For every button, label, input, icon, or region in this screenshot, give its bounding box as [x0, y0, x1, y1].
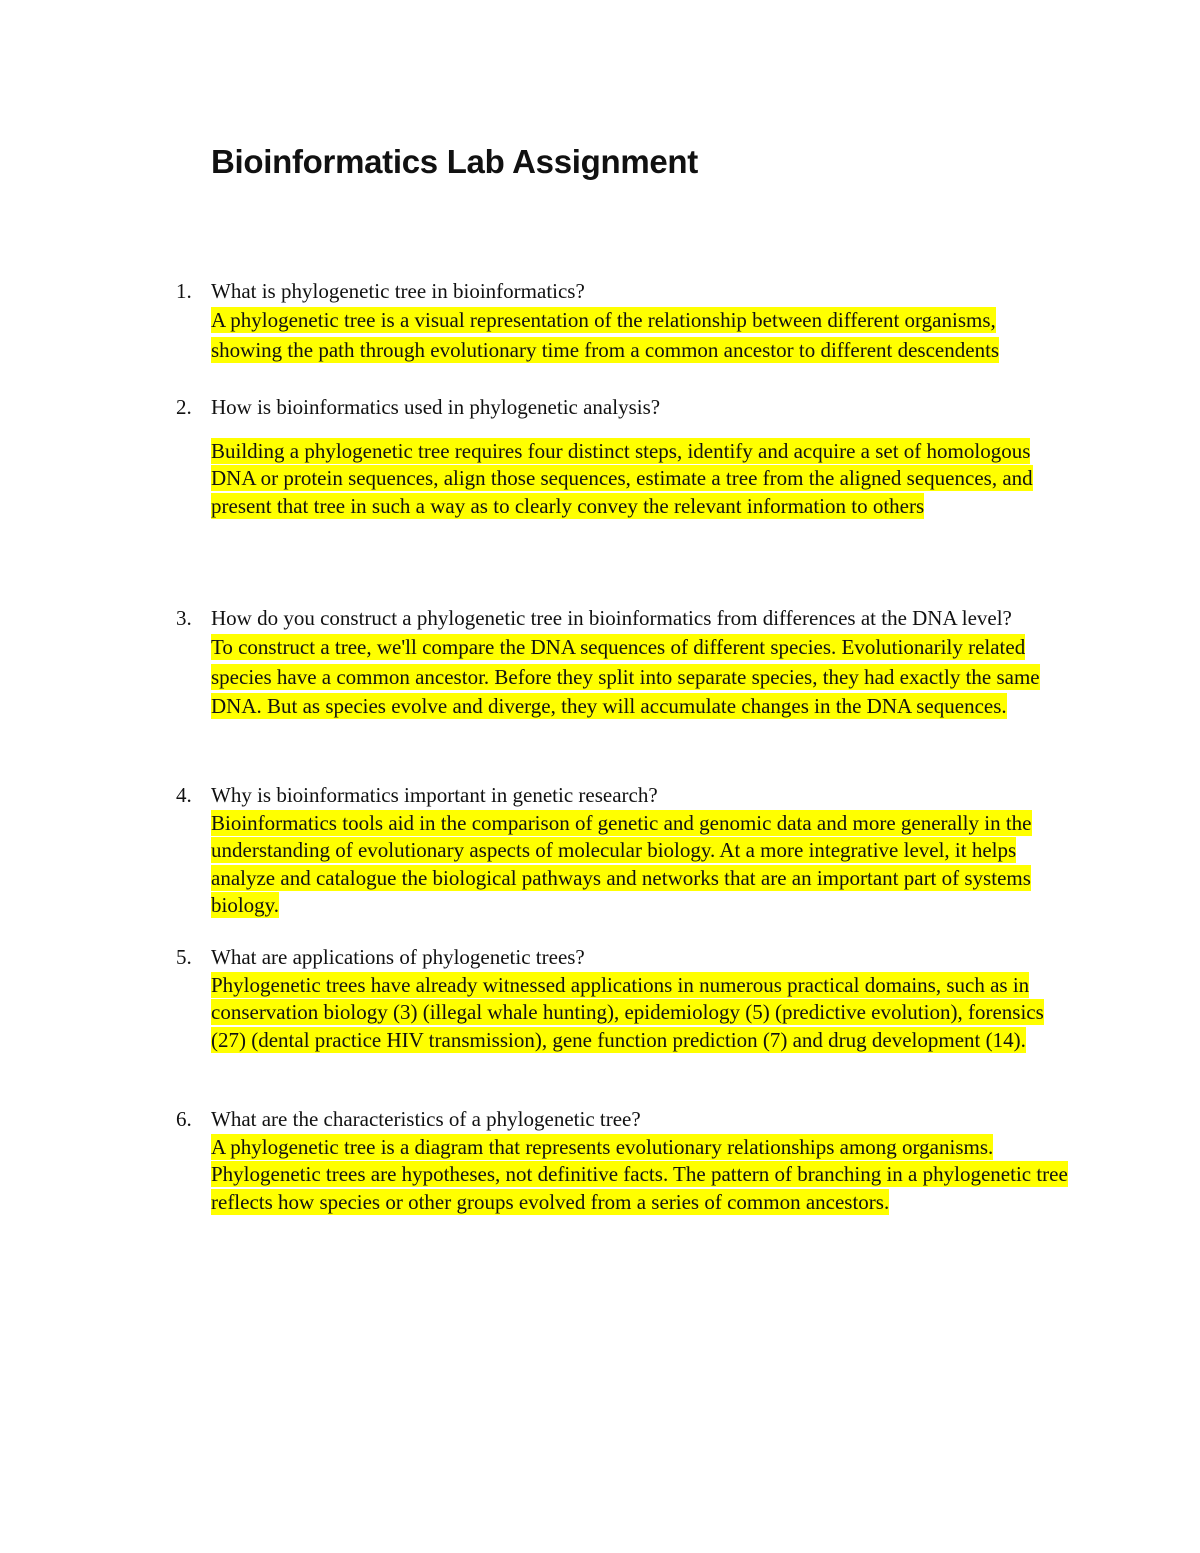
qa-item-2	[0, 393, 1200, 520]
question-number: 2.	[176, 395, 192, 419]
answer-text: A phylogenetic tree is a diagram that represents evolutionary relationships among organisms. Phylogenetic trees are hypotheses, not definitive facts. The pattern of branching in a phylogenetic tree reflects how species or other groups evolved from a series of common ancestors.	[211, 1135, 1068, 1214]
answer-block	[211, 810, 1071, 919]
question-row	[0, 277, 1200, 306]
question-number: 6.	[176, 1107, 192, 1131]
qa-item-6	[0, 1105, 1200, 1216]
answer-text: A phylogenetic tree is a visual representation of the relationship between different organisms, showing the path through evolutionary time from a common ancestor to different descendents	[211, 308, 1000, 362]
question-text: How is bioinformatics used in phylogenetic analysis?	[211, 395, 661, 419]
answer-block	[211, 1134, 1071, 1216]
question-number: 3.	[176, 606, 192, 630]
document-title: Bioinformatics Lab Assignment	[211, 143, 698, 180]
question-number: 1.	[176, 279, 192, 303]
question-row	[0, 604, 1200, 633]
answer-block	[211, 306, 1071, 365]
question-text: How do you construct a phylogenetic tree in bioinformatics from differences at the DNA level?	[211, 606, 1012, 630]
question-text: What is phylogenetic tree in bioinformatics?	[211, 279, 585, 303]
question-row	[0, 1105, 1200, 1134]
question-row	[0, 781, 1200, 810]
question-number: 4.	[176, 783, 192, 807]
question-text: What are applications of phylogenetic trees?	[211, 945, 585, 969]
answer-text: To construct a tree, we'll compare the DNA sequences of different species. Evolutionarily related species have a common ancestor. Before they split into separate species, they had exactly the same DNA. But as species evolve and diverge, they will accumulate changes in the DNA sequences.	[211, 635, 1040, 718]
answer-block	[211, 438, 1071, 520]
question-text: Why is bioinformatics important in genetic research?	[211, 783, 658, 807]
question-row	[0, 393, 1200, 422]
answer-block	[211, 633, 1071, 722]
qa-item-5	[0, 943, 1200, 1054]
qa-item-1	[0, 277, 1200, 365]
qa-item-4	[0, 781, 1200, 919]
question-text: What are the characteristics of a phylogenetic tree?	[211, 1107, 641, 1131]
answer-block	[211, 972, 1071, 1054]
qa-item-3	[0, 604, 1200, 722]
question-row	[0, 943, 1200, 972]
answer-text: Bioinformatics tools aid in the comparison of genetic and genomic data and more generally in the understanding of evolutionary aspects of molecular biology. At a more integrative level, it helps analyze and catalogue the biological pathways and networks that are an important part of systems biology.	[211, 811, 1032, 917]
answer-text: Phylogenetic trees have already witnessed applications in numerous practical domains, such as in conservation biology (3) (illegal whale hunting), epidemiology (5) (predictive evolution), forensics (27) (dental practice HIV transmission), gene function prediction (7) and drug development (14).	[211, 973, 1044, 1052]
question-number: 5.	[176, 945, 192, 969]
answer-text: Building a phylogenetic tree requires four distinct steps, identify and acquire a set of homologous DNA or protein sequences, align those sequences, estimate a tree from the aligned sequences, and present that tree in such a way as to clearly convey the relevant information to others	[211, 439, 1033, 518]
